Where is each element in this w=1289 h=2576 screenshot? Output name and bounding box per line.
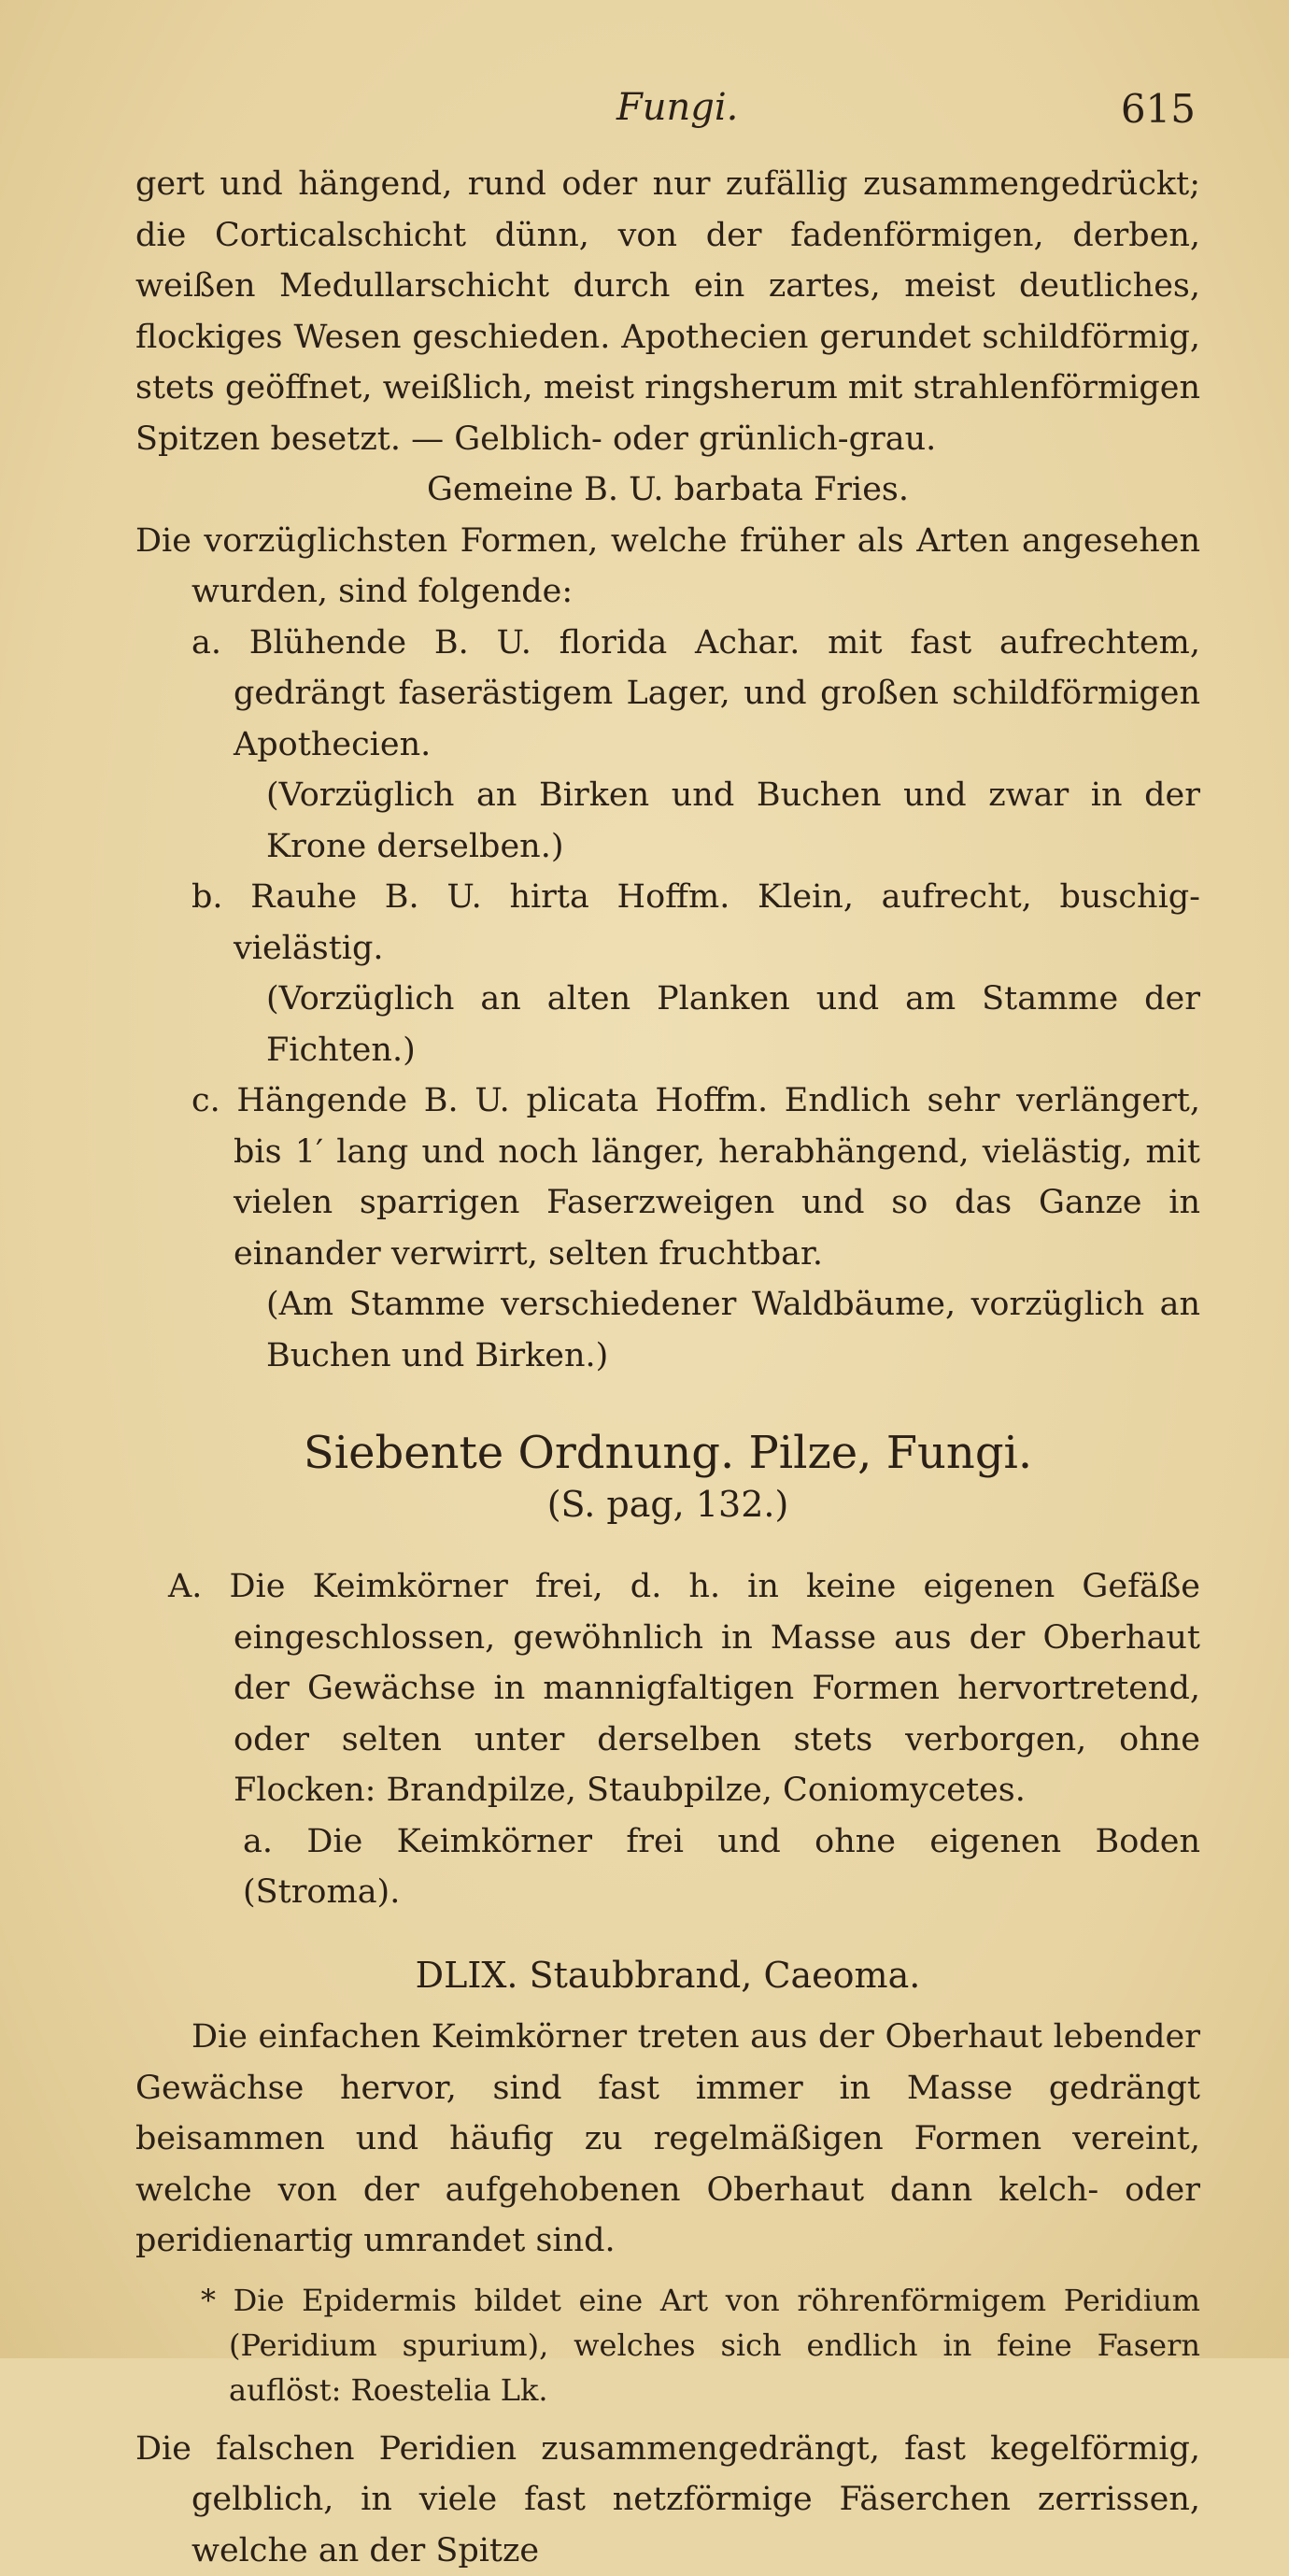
form-c-habitat: (Am Stamme verschiedener Waldbäume, vorzüglich an Buchen und Birken.) <box>135 1279 1200 1381</box>
page-header <box>0 86 1289 142</box>
form-a: a. Blühende B. U. florida Achar. mit fast aufrechtem, gedrängt faserästigem Lager, und großen schildförmigen Apothecien. <box>135 618 1200 771</box>
section-a: A. Die Keimkörner frei, d. h. in keine eigenen Gefäße eingeschlossen, gewöhnlich in Masse aus der Oberhaut der Gewächse in mannigfaltigen Formen hervortretend, oder selten unter derselben stets verborgen, ohne Flocken: Brandpilze, Staubpilze, Coniomycetes. <box>135 1561 1200 1816</box>
species-heading: Gemeine B. U. barbata Fries. <box>135 464 1200 516</box>
footnote-epidermis: * Die Epidermis bildet eine Art von röhrenförmigem Peridium (Peridium spurium), welches sich endlich in feine Fasern auflöst: Roestelia Lk. <box>135 2278 1200 2412</box>
subsection-a: a. Die Keimkörner frei und ohne eigenen Boden (Stroma). <box>135 1816 1200 1918</box>
genus-description-continued: gert und hängend, rund oder nur zufällig zusammengedrückt; die Corticalschicht dünn, von der fadenförmigen, derben, weißen Medullarschicht durch ein zartes, meist deutliches, flockiges Wesen geschieden. Apothecien gerundet schildförmig, stets geöffnet, weißlich, meist ringsherum mit strahlenförmigen Spitzen besetzt. — Gelblich- oder grünlich-grau. <box>135 159 1200 464</box>
forms-intro: Die vorzüglichsten Formen, welche früher als Arten angesehen wurden, sind folgende: <box>135 516 1200 618</box>
order-heading: Siebente Ordnung. Pilze, Fungi. <box>135 1428 1200 1479</box>
body-text <box>135 159 1200 2576</box>
running-title: Fungi. <box>616 86 738 129</box>
form-b-habitat: (Vorzüglich an alten Planken und am Stamme der Fichten.) <box>135 974 1200 1075</box>
page-number: 615 <box>1121 86 1196 132</box>
form-a-habitat: (Vorzüglich an Birken und Buchen und zwar in der Krone derselben.) <box>135 770 1200 872</box>
order-reference: (S. pag, 132.) <box>135 1479 1200 1530</box>
genus-heading: DLIX. Staubbrand, Caeoma. <box>135 1950 1200 2001</box>
genus-description: Die einfachen Keimkörner treten aus der Oberhaut lebender Gewächse hervor, sind fast immer in Masse gedrängt beisammen und häufig zu regelmäßigen Formen vereint, welche von der aufgehobenen Oberhaut dann kelch- oder peridienartig umrandet sind. <box>135 2012 1200 2267</box>
false-peridia-description: Die falschen Peridien zusammengedrängt, fast kegelförmig, gelblich, in viele fast netzförmige Fäserchen zerrissen, welche an der Spitze <box>135 2424 1200 2576</box>
form-c: c. Hängende B. U. plicata Hoffm. Endlich sehr verlängert, bis 1′ lang und noch länger, herabhängend, vielästig, mit vielen sparrigen Faserzweigen und so das Ganze in einander verwirrt, selten fruchtbar. <box>135 1075 1200 1279</box>
form-b: b. Rauhe B. U. hirta Hoffm. Klein, aufrecht, buschig-vielästig. <box>135 872 1200 974</box>
